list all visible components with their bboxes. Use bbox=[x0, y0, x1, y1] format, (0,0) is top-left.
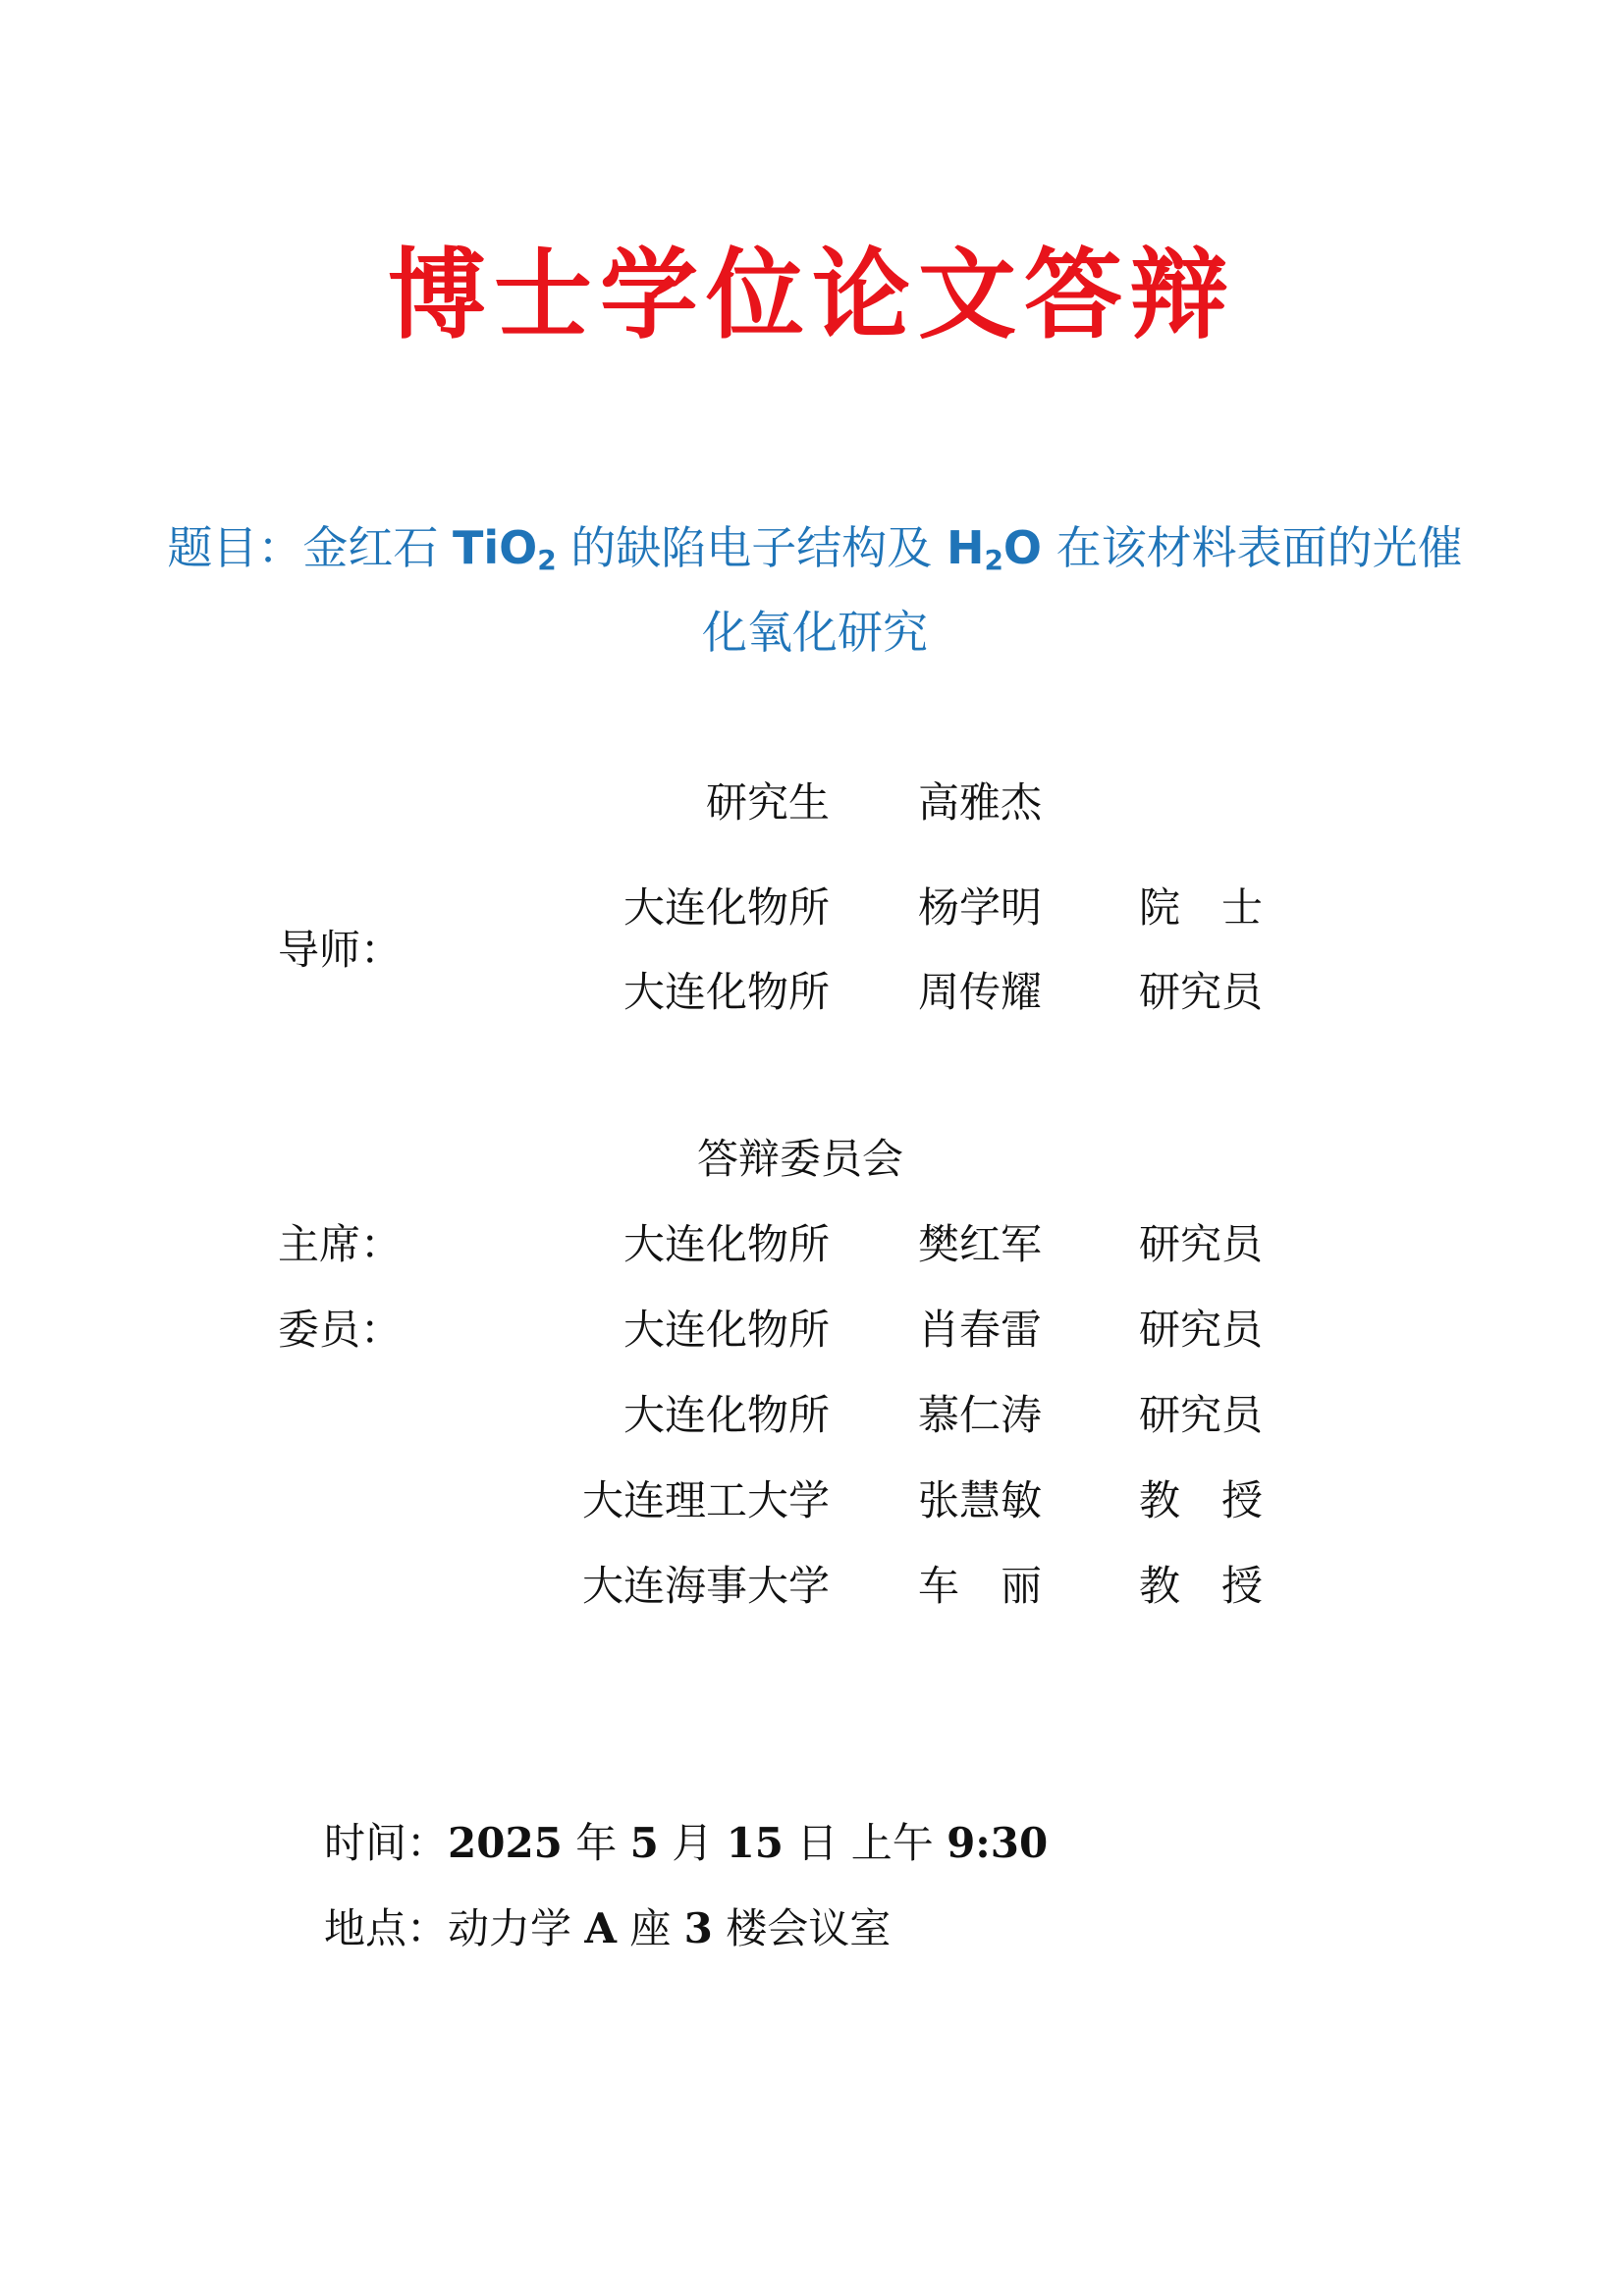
chair-label: 主席： bbox=[278, 1220, 403, 1268]
member-4-title: 教 授 bbox=[1139, 1562, 1264, 1610]
committee-heading: 答辩委员会 bbox=[696, 1135, 903, 1183]
member-2-institution: 大连化物所 bbox=[623, 1391, 830, 1439]
member-2-name: 慕仁涛 bbox=[918, 1391, 1043, 1439]
advisor-1-name: 杨学明 bbox=[918, 883, 1043, 932]
member-1-institution: 大连化物所 bbox=[623, 1306, 830, 1354]
member-1-name: 肖春雷 bbox=[918, 1306, 1043, 1354]
member-label: 委员： bbox=[278, 1306, 403, 1354]
advisor-2-name: 周传耀 bbox=[918, 968, 1043, 1016]
member-2-title: 研究员 bbox=[1139, 1391, 1264, 1439]
advisor-1-institution: 大连化物所 bbox=[623, 883, 830, 932]
tio2-formula: TiO$_2$ bbox=[452, 521, 557, 576]
chair-institution: 大连化物所 bbox=[623, 1220, 830, 1268]
page-title: 博士学位论文答辩 bbox=[388, 237, 1236, 352]
member-4-institution: 大连海事大学 bbox=[581, 1562, 830, 1610]
member-1-title: 研究员 bbox=[1139, 1306, 1264, 1354]
h2o-formula: $H_2O$ bbox=[946, 521, 1043, 576]
student-name: 高雅杰 bbox=[918, 778, 1043, 827]
thesis-prefix: 题目：金红石 bbox=[167, 521, 453, 574]
advisor-1-title: 院 士 bbox=[1139, 883, 1264, 932]
place-line: 地点：动力学 A 座 3 楼会议室 bbox=[324, 1904, 892, 1952]
member-3-institution: 大连理工大学 bbox=[581, 1476, 830, 1524]
student-label: 研究生 bbox=[705, 778, 830, 827]
advisor-2-institution: 大连化物所 bbox=[623, 968, 830, 1016]
member-3-name: 张慧敏 bbox=[918, 1476, 1043, 1524]
chair-name: 樊红军 bbox=[918, 1220, 1043, 1268]
chair-title: 研究员 bbox=[1139, 1220, 1264, 1268]
advisor-2-title: 研究员 bbox=[1139, 968, 1264, 1016]
advisor-label: 导师： bbox=[278, 926, 403, 974]
thesis-topic bbox=[157, 506, 1473, 674]
thesis-mid: 的缺陷电子结构及 bbox=[556, 521, 947, 574]
member-4-name: 车 丽 bbox=[918, 1562, 1043, 1610]
thesis-suffix: 在该材料表面的光催化氧化研究 bbox=[702, 521, 1463, 659]
time-line: 时间：2025 年 5 月 15 日 上午 9:30 bbox=[324, 1819, 1049, 1867]
member-3-title: 教 授 bbox=[1139, 1476, 1264, 1524]
